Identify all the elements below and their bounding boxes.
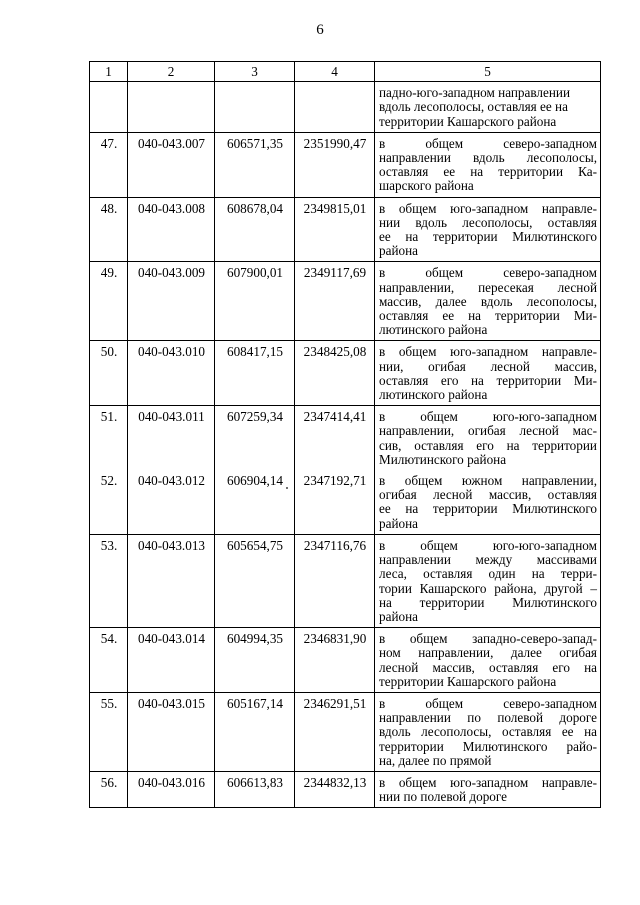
table-row [90, 534, 601, 627]
description-line: в общем западно-северо-запад- [379, 631, 597, 647]
point-code: 040-043.013 [128, 534, 215, 627]
direction-description [375, 132, 601, 197]
coordinate-x: 605167,14 [215, 692, 295, 771]
description-line: вдоль лесополосы, оставляя ее на [379, 724, 597, 740]
point-code: 040-043.015 [128, 692, 215, 771]
coordinate-x: 607259,34 [215, 406, 295, 470]
table-row [90, 262, 601, 341]
description-line: лютинского района [379, 387, 488, 403]
description-line: в общем юго-западном направле- [379, 344, 597, 360]
coordinate-y: 2349815,01 [295, 197, 375, 262]
coordinate-x: 608417,15 [215, 341, 295, 406]
row-number: 50. [90, 341, 128, 406]
description-line: лютинского района [379, 322, 488, 338]
description-line: на территории Милютинского [379, 594, 597, 610]
table-row [90, 470, 601, 534]
coordinate-y: 2346831,90 [295, 628, 375, 693]
coordinate-y: 2348425,08 [295, 341, 375, 406]
description-line: нии вдоль лесополосы, оставляя [379, 214, 597, 230]
point-code: 040-043.007 [128, 132, 215, 197]
column-header-3: 3 [215, 62, 295, 82]
description-line: направлении по полевой дороге [379, 710, 597, 726]
description-line: оставляя ее на территории Ка- [379, 164, 597, 180]
empty-cell [295, 82, 375, 133]
column-header-1: 1 [90, 62, 128, 82]
point-code: 040-043.011 [128, 406, 215, 470]
description-line: падно-юго-западном направлении [379, 85, 571, 101]
description-line: ее на территории Милютинского [379, 229, 597, 245]
description-line: оставляя ее на территории Ми- [379, 308, 597, 324]
table-row [90, 406, 601, 470]
coordinate-x: 605654,75 [215, 534, 295, 627]
direction-description [375, 197, 601, 262]
description-line: в общем юго-юго-западном [379, 409, 597, 425]
direction-description [375, 771, 601, 807]
coordinate-x: 607900,01 [215, 262, 295, 341]
table-row [90, 197, 601, 262]
coordinate-x: 606571,35 [215, 132, 295, 197]
description-line: лесной массив, оставляя его на [379, 659, 597, 675]
row-number: 53. [90, 534, 128, 627]
description-line: территории Кашарского района [379, 113, 557, 129]
description-line: ее на территории Милютинского [379, 501, 597, 517]
description-line: направлении между массивами [379, 552, 597, 568]
coordinate-x: 606613,83 [215, 771, 295, 807]
description-line: оставляя его на территории Ми- [379, 372, 597, 388]
empty-cell [90, 82, 128, 133]
column-header-5: 5 [375, 62, 601, 82]
continuation-description [375, 82, 601, 133]
description-line: нии по полевой дороге [379, 789, 507, 805]
description-line: направлении, пересекая лесной [379, 279, 597, 295]
coordinate-y: 2344832,13 [295, 771, 375, 807]
description-line: массив, далее вдоль лесополосы, [379, 293, 597, 309]
point-code: 040-043.010 [128, 341, 215, 406]
description-line: леса, оставляя один на терри- [379, 566, 597, 582]
boundary-points-table [89, 61, 601, 808]
column-header-4: 4 [295, 62, 375, 82]
description-line: нии, огибая лесной массив, [379, 358, 597, 374]
coordinate-x: 606904,14 [215, 470, 295, 534]
coordinate-x: 608678,04 [215, 197, 295, 262]
coordinate-y: 2347192,71 [295, 470, 375, 534]
empty-cell [215, 82, 295, 133]
table-row [90, 771, 601, 807]
direction-description [375, 534, 601, 627]
description-line: сив, оставляя его на территории [379, 437, 597, 453]
row-number: 54. [90, 628, 128, 693]
table-row [90, 692, 601, 771]
column-header-2: 2 [128, 62, 215, 82]
description-line: района [379, 515, 419, 531]
coordinate-y: 2349117,69 [295, 262, 375, 341]
table-row [90, 628, 601, 693]
table-row [90, 132, 601, 197]
description-line: направлении, огибая лесной мас- [379, 423, 597, 439]
description-line: территории Кашарского района [379, 673, 557, 689]
direction-description [375, 628, 601, 693]
direction-description [375, 406, 601, 470]
coordinate-y: 2346291,51 [295, 692, 375, 771]
coordinate-y: 2347116,76 [295, 534, 375, 627]
point-code: 040-043.014 [128, 628, 215, 693]
direction-description [375, 341, 601, 406]
description-line: в общем северо-западном [379, 135, 597, 151]
page-number: 6 [316, 22, 324, 38]
description-line: района [379, 608, 419, 624]
description-line: шарского района [379, 178, 474, 194]
row-number: 56. [90, 771, 128, 807]
description-line: в общем северо-западном [379, 265, 597, 281]
description-line: в общем юго-западном направле- [379, 200, 597, 216]
coordinate-x: 604994,35 [215, 628, 295, 693]
direction-description [375, 470, 601, 534]
description-line: огибая лесной массив, оставляя [379, 487, 597, 503]
description-line: в общем юго-западном направле- [379, 774, 597, 790]
row-number: 51. [90, 406, 128, 470]
coordinate-y: 2347414,41 [295, 406, 375, 470]
row-number: 55. [90, 692, 128, 771]
point-code: 040-043.016 [128, 771, 215, 807]
description-line: Милютинского района [379, 451, 507, 467]
description-line: вдоль лесополосы, оставляя ее на [379, 99, 568, 115]
table-header-row [90, 62, 601, 82]
continuation-row [90, 82, 601, 133]
description-line: на, далее по прямой [379, 752, 492, 768]
description-line: направлении вдоль лесополосы, [379, 150, 597, 166]
description-line: ном направлении, далее огибая [379, 645, 597, 661]
point-code: 040-043.012 [128, 470, 215, 534]
description-line: в общем южном направлении, [379, 473, 597, 489]
description-line: территории Милютинского райо- [379, 738, 597, 754]
direction-description [375, 262, 601, 341]
point-code: 040-043.008 [128, 197, 215, 262]
description-line: района [379, 243, 419, 259]
coordinate-y: 2351990,47 [295, 132, 375, 197]
direction-description [375, 692, 601, 771]
description-line: в общем юго-юго-западном [379, 537, 597, 553]
row-number: 47. [90, 132, 128, 197]
row-number: 48. [90, 197, 128, 262]
stray-mark [286, 487, 288, 489]
row-number: 49. [90, 262, 128, 341]
point-code: 040-043.009 [128, 262, 215, 341]
table-row [90, 341, 601, 406]
description-line: тории Кашарского района, другой – [379, 580, 597, 596]
row-number: 52. [90, 470, 128, 534]
empty-cell [128, 82, 215, 133]
description-line: в общем северо-западном [379, 695, 597, 711]
